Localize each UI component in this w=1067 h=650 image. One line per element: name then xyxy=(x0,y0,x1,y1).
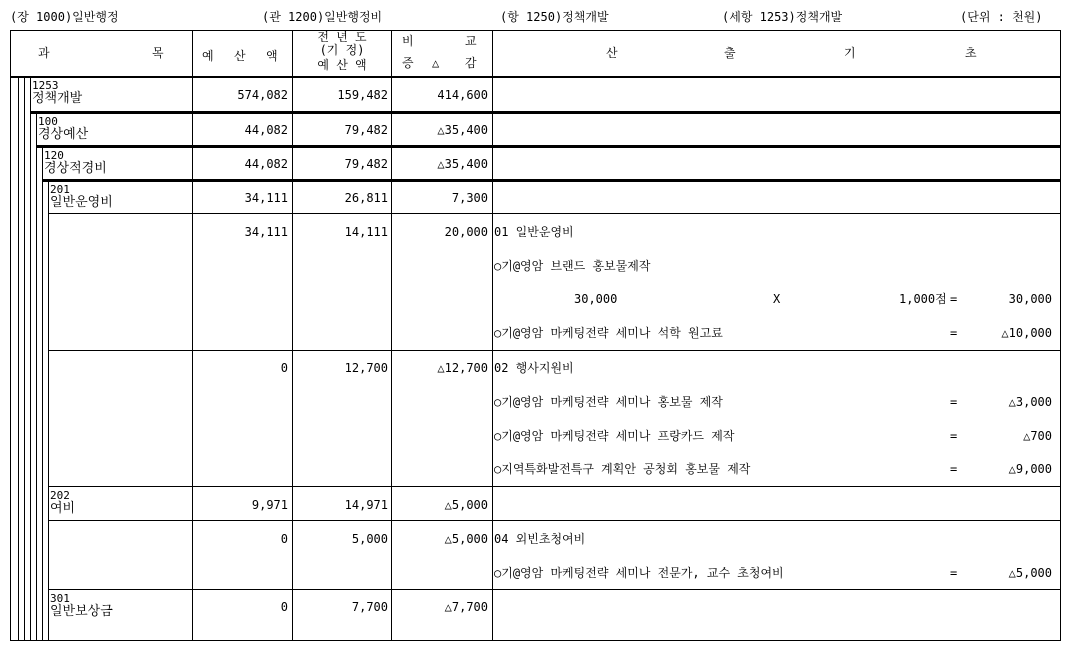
basis-line: ○기@영암 브랜드 홍보물제작 xyxy=(494,259,651,273)
basis-amount: △9,000 xyxy=(1008,462,1052,476)
basis-amount: △3,000 xyxy=(1008,395,1052,409)
basis-eq: = xyxy=(950,395,958,409)
row-prev: 79,482 xyxy=(344,157,388,171)
basis-qty: 30,000 xyxy=(574,292,618,306)
basis-line: ○지역특화발전특구 계획안 공청회 홍보물 제작 xyxy=(494,462,751,476)
row-name: 정책개발 xyxy=(32,91,83,106)
row-code: 201 xyxy=(50,183,70,196)
row-prev: 159,482 xyxy=(337,88,388,102)
row-name: 여비 xyxy=(50,501,76,516)
basis-amount: 30,000 xyxy=(1008,292,1052,306)
row-diff: △35,400 xyxy=(437,123,488,137)
col-budget-2: 산 xyxy=(234,49,246,63)
row-prev: 12,700 xyxy=(344,361,388,375)
col-diff-c: 증 xyxy=(402,56,414,70)
row-name: 일반운영비 xyxy=(50,195,113,210)
col-prev-line1: 전 년 도 xyxy=(317,30,367,44)
col-budget-3: 액 xyxy=(266,49,278,63)
row-prev: 5,000 xyxy=(351,532,388,546)
col-subject-2: 목 xyxy=(152,46,164,60)
row-diff: △35,400 xyxy=(437,157,488,171)
row-budget: 0 xyxy=(280,600,288,614)
basis-eq: = xyxy=(950,566,958,580)
header-jang: (장 1000)일반행정 xyxy=(10,10,119,24)
row-code: 100 xyxy=(38,115,58,128)
header-hang: (항 1250)정책개발 xyxy=(500,10,609,24)
row-diff: 20,000 xyxy=(444,225,488,239)
basis-line: ○기@영암 마케팅전략 세미나 홍보물 제작 xyxy=(494,395,723,409)
row-name: 경상예산 xyxy=(38,127,89,142)
col-diff-e: 감 xyxy=(465,56,477,70)
row-diff: △5,000 xyxy=(444,532,488,546)
row-budget: 574,082 xyxy=(237,88,288,102)
col-prev-line2: (기 정) xyxy=(319,43,365,57)
row-prev: 26,811 xyxy=(344,191,388,205)
row-diff: △5,000 xyxy=(444,498,488,512)
basis-line: ○기@영암 마케팅전략 세미나 프랑카드 제작 xyxy=(494,429,735,443)
row-budget: 9,971 xyxy=(251,498,288,512)
col-basis-3: 기 xyxy=(844,46,856,60)
row-name: 경상적경비 xyxy=(44,161,107,176)
basis-eq: = xyxy=(950,326,958,340)
col-diff-d: △ xyxy=(432,56,440,70)
row-prev: 7,700 xyxy=(351,600,388,614)
basis-unit: 1,000점 xyxy=(899,292,947,306)
row-budget: 34,111 xyxy=(244,225,288,239)
basis-amount: △700 xyxy=(1023,429,1052,443)
row-budget: 0 xyxy=(280,361,288,375)
basis-amount: △10,000 xyxy=(1001,326,1052,340)
row-budget: 34,111 xyxy=(244,191,288,205)
row-prev: 14,111 xyxy=(344,225,388,239)
row-prev: 14,971 xyxy=(344,498,388,512)
basis-title: 02 행사지원비 xyxy=(494,361,574,375)
row-diff: △7,700 xyxy=(444,600,488,614)
row-code: 202 xyxy=(50,489,70,502)
basis-eq: = xyxy=(950,462,958,476)
basis-eq: = xyxy=(950,429,958,443)
header-gwan: (관 1200)일반행정비 xyxy=(262,10,383,24)
col-diff-a: 비 xyxy=(402,34,414,48)
header-sehang: (세항 1253)정책개발 xyxy=(722,10,843,24)
row-budget: 0 xyxy=(280,532,288,546)
row-budget: 44,082 xyxy=(244,123,288,137)
header-unit: (단위 : 천원) xyxy=(960,10,1043,24)
col-budget-1: 예 xyxy=(202,49,214,63)
basis-times: X xyxy=(773,292,781,306)
budget-table xyxy=(10,30,1061,642)
col-basis-1: 산 xyxy=(606,46,618,60)
basis-line: ○기@영암 마케팅전략 세미나 전문가, 교수 초청여비 xyxy=(494,566,784,580)
basis-title: 04 외빈초청여비 xyxy=(494,532,586,546)
basis-amount: △5,000 xyxy=(1008,566,1052,580)
row-code: 120 xyxy=(44,149,64,162)
col-subject-1: 과 xyxy=(38,46,50,60)
col-prev-line3: 예 산 액 xyxy=(317,58,367,72)
row-code: 301 xyxy=(50,592,70,605)
basis-eq: = xyxy=(950,292,958,306)
row-code: 1253 xyxy=(32,79,59,92)
row-diff: △12,700 xyxy=(437,361,488,375)
col-basis-4: 초 xyxy=(965,46,977,60)
basis-title: 01 일반운영비 xyxy=(494,225,574,239)
row-prev: 79,482 xyxy=(344,123,388,137)
row-diff: 414,600 xyxy=(437,88,488,102)
row-diff: 7,300 xyxy=(451,191,488,205)
row-name: 일반보상금 xyxy=(50,604,113,619)
col-diff-b: 교 xyxy=(465,34,477,48)
basis-line: ○기@영암 마케팅전략 세미나 석학 원고료 xyxy=(494,326,723,340)
row-budget: 44,082 xyxy=(244,157,288,171)
col-basis-2: 출 xyxy=(724,46,736,60)
